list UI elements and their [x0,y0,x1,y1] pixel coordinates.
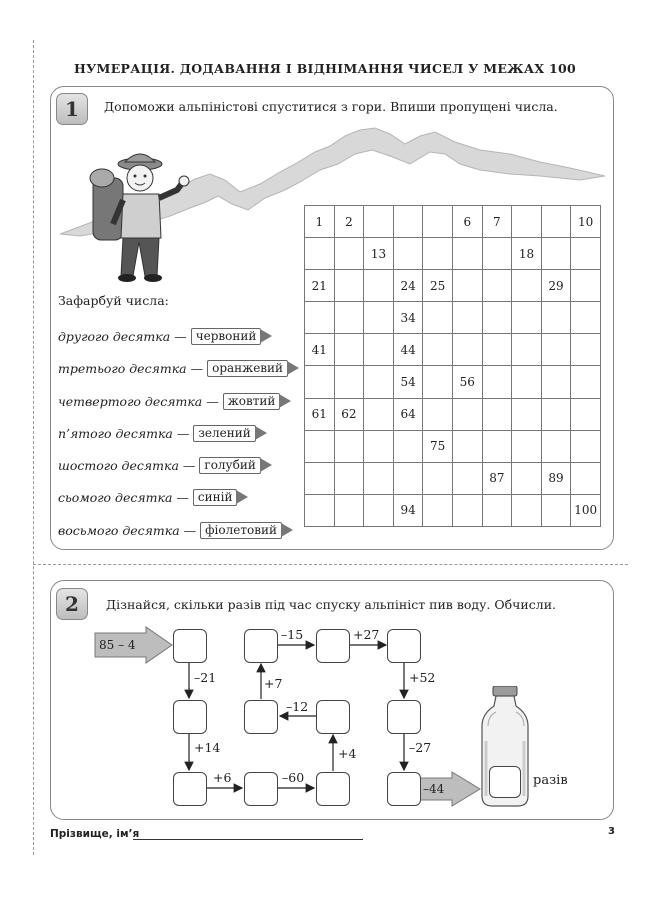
task-2-number: 2 [56,588,88,620]
grid-cell: 41 [305,334,335,366]
grid-cell: 54 [393,366,423,398]
chain-box-7[interactable] [244,700,278,734]
chain-box-9[interactable] [316,629,350,663]
pencil-color-label: жовтий [223,393,281,410]
grid-cell: 100 [571,494,601,526]
operation-label: +7 [264,676,283,691]
chain-box-10[interactable] [387,629,421,663]
pencil-color-label: голубий [199,457,260,474]
grid-cell: 13 [364,238,394,270]
grid-cell: 29 [541,270,571,302]
decade-text: сьомого десятка — [58,489,189,505]
grid-cell: 21 [305,270,335,302]
operation-label: +27 [353,627,380,642]
operation-label: –21 [194,670,217,685]
grid-cell: 34 [393,302,423,334]
pencil-color-label: оранжевий [207,360,288,377]
grid-cell: 2 [334,206,364,238]
task-2-instruction: Дізнайся, скільки разів під час спуску альпініст пив воду. Обчисли. [106,597,556,612]
task-1-instruction: Допоможи альпіністові спуститися з гори. Впиши пропущені числа. [104,99,558,114]
grid-cell: 24 [393,270,423,302]
grid-cell: 87 [482,462,512,494]
grid-cell: 62 [334,398,364,430]
answer-unit: разів [533,773,568,788]
chain-box-5[interactable] [316,772,350,806]
chain-box-3[interactable] [173,772,207,806]
start-expression: 85 – 4 [99,638,136,652]
operation-label: +52 [409,670,436,685]
operation-label: –12 [286,699,309,714]
pencil-color-label: фіолетовий [200,522,282,539]
grid-cell: 1 [305,206,335,238]
pencil-color-label: червоний [191,328,262,345]
grid-cell: 64 [393,398,423,430]
operation-label: –44 [423,782,445,796]
chain-box-4[interactable] [244,772,278,806]
name-field-line[interactable] [133,839,363,840]
decade-text: восьмого десятка — [58,522,197,538]
task-1-number: 1 [56,93,88,125]
page-number: 3 [608,826,615,837]
chain-box-2[interactable] [173,700,207,734]
grid-cell: 44 [393,334,423,366]
chain-box-11[interactable] [387,700,421,734]
grid-cell: 61 [305,398,335,430]
page-title: НУМЕРАЦІЯ. ДОДАВАННЯ І ВІДНІМАННЯ ЧИСЕЛ У МЕЖАХ 100 [74,61,576,76]
grid-cell: 10 [571,206,601,238]
grid-cell: 94 [393,494,423,526]
grid-cell: 75 [423,430,453,462]
decade-text: шостого десятка — [58,457,196,473]
chain-box-6[interactable] [316,700,350,734]
chain-box-12[interactable] [387,772,421,806]
grid-cell: 56 [452,366,482,398]
operation-label: +6 [213,770,232,785]
pencil-color-label: синій [193,489,238,506]
grid-cell: 25 [423,270,453,302]
operation-label: +14 [194,740,221,755]
decade-text: третього десятка — [58,360,204,376]
grid-cell: 89 [541,462,571,494]
chain-box-1[interactable] [173,629,207,663]
name-field-label: Прізвище, ім’я [50,828,140,840]
chain-box-8[interactable] [244,629,278,663]
grid-cell: 7 [482,206,512,238]
paint-label: Зафарбуй числа: [58,293,169,308]
pencil-color-label: зелений [193,425,255,442]
decade-text: другого десятка — [58,328,187,344]
decade-text: п’ятого десятка — [58,425,190,441]
operation-label: –60 [282,770,305,785]
answer-box[interactable] [489,766,521,798]
grid-cell: 18 [512,238,542,270]
decade-text: четвертого десятка — [58,393,219,409]
grid-cell: 6 [452,206,482,238]
operation-label: +4 [338,746,357,761]
operation-label: –27 [409,740,432,755]
operation-label: –15 [281,627,304,642]
